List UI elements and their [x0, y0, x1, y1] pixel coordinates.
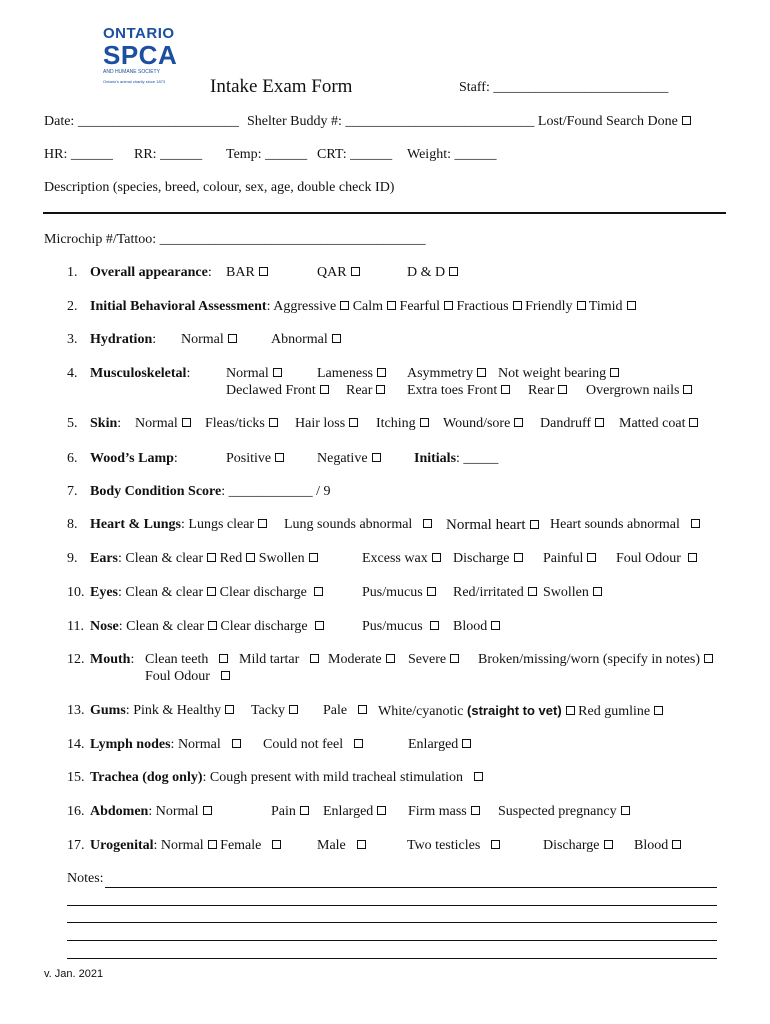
version-footer: v. Jan. 2021	[44, 968, 104, 980]
option-firm-mass[interactable]: Firm mass	[408, 804, 480, 820]
shelter-buddy-field	[247, 114, 691, 130]
option-lameness[interactable]: Lameness	[317, 366, 386, 382]
lymph-nodes-label: Lymph nodes	[90, 737, 171, 752]
option-dandruff[interactable]: Dandruff	[540, 416, 604, 432]
checkbox[interactable]	[228, 334, 237, 343]
shelter-buddy-input[interactable]: ___________________________	[345, 114, 535, 129]
spca-logo	[103, 25, 177, 84]
checkbox[interactable]	[372, 453, 381, 462]
nose-label: Nose	[90, 619, 119, 634]
checkbox[interactable]	[219, 654, 228, 663]
option-lungs-clear[interactable]: Lungs clear	[188, 517, 267, 532]
checkbox[interactable]	[704, 654, 713, 663]
checkbox[interactable]	[491, 840, 500, 849]
option-normal[interactable]: Normal	[226, 366, 282, 382]
option-fearful[interactable]: Fearful	[400, 299, 453, 314]
option-painful[interactable]: Painful	[543, 551, 596, 567]
option-male[interactable]: Male	[317, 838, 366, 854]
behavioral-assessment-row: Initial Behavioral Assessment: Aggressive Calm Fearful Fractious Friendly Timid	[90, 299, 636, 315]
overall-appearance-label: Overall appearance:	[90, 265, 212, 280]
option-bar[interactable]: BAR	[226, 265, 268, 281]
checkbox[interactable]	[444, 301, 453, 310]
checkbox[interactable]	[514, 553, 523, 562]
option-red-irritated[interactable]: Red/irritated	[453, 585, 537, 601]
checkbox[interactable]	[689, 418, 698, 427]
checkbox[interactable]	[528, 587, 537, 596]
staff-field	[459, 80, 668, 96]
checkbox[interactable]	[688, 553, 697, 562]
option-clear-discharge[interactable]: Clear discharge	[220, 585, 324, 600]
checkbox[interactable]	[672, 840, 681, 849]
ears-row: Ears: Clean & clear Red Swollen	[90, 551, 318, 567]
lost-found-label: Lost/Found Search Done	[537, 114, 678, 129]
item-number: 3.	[67, 332, 78, 347]
checkbox[interactable]	[273, 368, 282, 377]
weight-input[interactable]: ______	[454, 147, 497, 162]
option-normal[interactable]: Normal	[181, 332, 237, 348]
lost-found-checkbox[interactable]	[682, 116, 691, 125]
option-wound-sore[interactable]: Wound/sore	[443, 416, 523, 432]
option-swollen[interactable]: Swollen	[259, 551, 318, 566]
checkbox[interactable]	[358, 705, 367, 714]
hr-field	[44, 147, 113, 163]
checkbox[interactable]	[427, 587, 436, 596]
option-broken-missing-worn[interactable]: Broken/missing/worn (specify in notes)	[478, 652, 713, 668]
checkbox[interactable]	[513, 301, 522, 310]
rr-input[interactable]: ______	[160, 147, 203, 162]
hr-label: HR:	[44, 147, 68, 162]
item-number: 2.	[67, 299, 78, 314]
option-pale[interactable]: Pale	[323, 703, 367, 719]
musculoskeletal-label: Musculoskeletal:	[90, 366, 191, 381]
checkbox[interactable]	[691, 519, 700, 528]
option-enlarged[interactable]: Enlarged	[408, 737, 471, 753]
heart-lungs-label: Heart & Lungs	[90, 517, 181, 532]
checkbox[interactable]	[387, 301, 396, 310]
checkbox[interactable]	[377, 806, 386, 815]
option-blood[interactable]: Blood	[453, 619, 500, 635]
checkbox[interactable]	[320, 385, 329, 394]
weight-field	[407, 147, 496, 163]
notes-line-3[interactable]	[67, 922, 717, 923]
rr-field	[134, 147, 202, 163]
body-condition-score-row: Body Condition Score: ____________ / 9	[90, 484, 331, 499]
date-input[interactable]: _______________________	[77, 114, 239, 129]
initials-input[interactable]: _____	[463, 451, 499, 466]
item-number: 1.	[67, 265, 78, 280]
option-blood[interactable]: Blood	[634, 838, 681, 854]
checkbox[interactable]	[604, 840, 613, 849]
checkbox[interactable]	[351, 267, 360, 276]
option-red[interactable]: Red	[220, 551, 256, 566]
description-line[interactable]	[43, 212, 726, 214]
option-hair-loss[interactable]: Hair loss	[295, 416, 358, 432]
checkbox[interactable]	[420, 418, 429, 427]
option-clean-clear[interactable]: Clean & clear	[126, 619, 217, 634]
checkbox[interactable]	[430, 621, 439, 630]
checkbox[interactable]	[259, 267, 268, 276]
checkbox[interactable]	[357, 840, 366, 849]
checkbox[interactable]	[593, 587, 602, 596]
option-could-not-feel[interactable]: Could not feel	[263, 737, 363, 753]
checkbox[interactable]	[377, 368, 386, 377]
trachea-label: Trachea (dog only)	[90, 770, 203, 785]
option-tacky[interactable]: Tacky	[251, 703, 298, 719]
checkbox[interactable]	[477, 368, 486, 377]
urogenital-label: Urogenital	[90, 838, 154, 853]
temp-input[interactable]: ______	[265, 147, 308, 162]
date-row	[44, 114, 239, 130]
checkbox[interactable]	[300, 806, 309, 815]
skin-label: Skin:	[90, 416, 122, 431]
checkbox[interactable]	[610, 368, 619, 377]
checkbox[interactable]	[449, 267, 458, 276]
weight-label: Weight:	[407, 147, 451, 162]
option-d-and-d[interactable]: D & D	[407, 265, 458, 281]
checkbox[interactable]	[208, 621, 217, 630]
checkbox[interactable]	[332, 334, 341, 343]
checkbox[interactable]	[376, 385, 385, 394]
checkbox[interactable]	[340, 301, 349, 310]
checkbox[interactable]	[587, 553, 596, 562]
abdomen-label: Abdomen	[90, 804, 149, 819]
checkbox[interactable]	[225, 705, 234, 714]
option-enlarged[interactable]: Enlarged	[323, 804, 386, 820]
option-pus-mucus[interactable]: Pus/mucus	[362, 619, 439, 635]
gums-row: Gums: Pink & Healthy	[90, 703, 234, 719]
logo-ontario-text: ONTARIO	[103, 25, 175, 42]
option-pain[interactable]: Pain	[271, 804, 309, 820]
crt-input[interactable]: ______	[350, 147, 393, 162]
checkbox[interactable]	[354, 739, 363, 748]
hr-input[interactable]: ______	[70, 147, 113, 162]
option-severe[interactable]: Severe	[408, 652, 459, 668]
gums-label: Gums	[90, 703, 126, 718]
staff-label: Staff:	[459, 80, 490, 95]
option-declawed-rear[interactable]: Rear	[346, 383, 385, 399]
option-red-gumline[interactable]: Red gumline	[578, 704, 663, 719]
checkbox[interactable]	[423, 519, 432, 528]
ears-label: Ears	[90, 551, 118, 566]
checkbox[interactable]	[269, 418, 278, 427]
notes-line-4[interactable]	[67, 940, 717, 941]
checkbox[interactable]	[558, 385, 567, 394]
item-number: 5.	[67, 416, 78, 431]
checkbox[interactable]	[232, 739, 241, 748]
option-pink-healthy[interactable]: Pink & Healthy	[133, 703, 234, 718]
option-discharge[interactable]: Discharge	[453, 551, 523, 567]
option-mild-tartar[interactable]: Mild tartar	[239, 652, 319, 668]
option-cough-present[interactable]: Cough present with mild tracheal stimulation	[210, 770, 483, 785]
option-lung-sounds-abnormal[interactable]: Lung sounds abnormal	[284, 517, 432, 533]
eyes-row: Eyes: Clean & clear Clear discharge	[90, 585, 323, 601]
checkbox[interactable]	[514, 418, 523, 427]
option-pus-mucus[interactable]: Pus/mucus	[362, 585, 436, 601]
urogenital-row: Urogenital: Normal Female	[90, 838, 281, 854]
option-clear-discharge[interactable]: Clear discharge	[220, 619, 324, 634]
hydration-label: Hydration:	[90, 332, 157, 347]
checkbox[interactable]	[621, 806, 630, 815]
option-clean-teeth[interactable]: Clean teeth	[145, 652, 228, 668]
heart-lungs-row: Heart & Lungs: Lungs clear	[90, 517, 267, 533]
option-negative[interactable]: Negative	[317, 451, 381, 467]
item-number: 12.	[67, 652, 85, 667]
checkbox[interactable]	[491, 621, 500, 630]
checkbox[interactable]	[683, 385, 692, 394]
item-number: 9.	[67, 551, 78, 566]
option-extra-toes-front[interactable]: Extra toes Front	[407, 383, 510, 399]
item-number: 10.	[67, 585, 85, 600]
option-heart-sounds-abnormal[interactable]: Heart sounds abnormal	[550, 517, 700, 533]
option-foul-odour[interactable]: Foul Odour	[616, 551, 697, 567]
checkbox[interactable]	[275, 453, 284, 462]
notes-line-2[interactable]	[67, 905, 717, 906]
checkbox[interactable]	[203, 806, 212, 815]
item-number: 14.	[67, 737, 85, 752]
lymph-nodes-row: Lymph nodes: Normal	[90, 737, 241, 753]
woods-lamp-label: Wood’s Lamp:	[90, 451, 178, 466]
body-condition-score-suffix: / 9	[316, 484, 331, 499]
option-suspected-pregnancy[interactable]: Suspected pregnancy	[498, 804, 630, 820]
option-fleas-ticks[interactable]: Fleas/ticks	[205, 416, 278, 432]
checkbox[interactable]	[474, 772, 483, 781]
checkbox[interactable]	[182, 418, 191, 427]
option-not-weight-bearing[interactable]: Not weight bearing	[498, 366, 619, 382]
checkbox[interactable]	[310, 654, 319, 663]
body-condition-score-label: Body Condition Score	[90, 484, 222, 499]
crt-label: CRT:	[317, 147, 347, 162]
checkbox[interactable]	[627, 301, 636, 310]
option-normal[interactable]: Normal	[135, 416, 191, 432]
temp-field	[226, 147, 307, 163]
option-normal[interactable]: Normal	[178, 737, 241, 752]
checkbox[interactable]	[272, 840, 281, 849]
checkbox[interactable]	[349, 418, 358, 427]
initials-label: Initials	[414, 451, 457, 466]
date-label: Date:	[44, 114, 75, 129]
checkbox[interactable]	[314, 587, 323, 596]
checkbox[interactable]	[530, 520, 539, 529]
description-label: Description (species, breed, colour, sex, age, double check ID)	[44, 180, 395, 195]
microchip-input[interactable]: ______________________________________	[159, 232, 426, 247]
trachea-row: Trachea (dog only): Cough present with mild tracheal stimulation	[90, 770, 483, 786]
item-number: 7.	[67, 484, 78, 499]
checkbox[interactable]	[654, 706, 663, 715]
item-number: 15.	[67, 770, 85, 785]
item-number: 17.	[67, 838, 85, 853]
checkbox[interactable]	[207, 553, 216, 562]
option-timid[interactable]: Timid	[589, 299, 636, 314]
option-discharge[interactable]: Discharge	[543, 838, 613, 854]
checkbox[interactable]	[258, 519, 267, 528]
option-declawed-front[interactable]: Declawed Front	[226, 383, 329, 399]
eyes-label: Eyes	[90, 585, 118, 600]
checkbox[interactable]	[208, 840, 217, 849]
option-overgrown-nails[interactable]: Overgrown nails	[586, 383, 692, 399]
staff-input[interactable]: _________________________	[493, 80, 669, 95]
checkbox[interactable]	[577, 301, 586, 310]
option-clean-clear[interactable]: Clean & clear	[125, 551, 216, 566]
item-number: 8.	[67, 517, 78, 532]
logo-spca-text: SPCA	[103, 40, 178, 70]
checkbox[interactable]	[432, 553, 441, 562]
form-title: Intake Exam Form	[210, 76, 353, 97]
item-number: 11.	[67, 619, 84, 634]
rr-label: RR:	[134, 147, 157, 162]
checkbox[interactable]	[309, 553, 318, 562]
abdomen-row: Abdomen: Normal	[90, 804, 212, 820]
option-matted-coat[interactable]: Matted coat	[619, 416, 698, 432]
checkbox[interactable]	[566, 706, 575, 715]
checkbox[interactable]	[595, 418, 604, 427]
shelter-buddy-label: Shelter Buddy #:	[247, 114, 342, 129]
item-number: 6.	[67, 451, 78, 466]
option-friendly[interactable]: Friendly	[525, 299, 585, 314]
option-excess-wax[interactable]: Excess wax	[362, 551, 441, 567]
option-moderate[interactable]: Moderate	[328, 652, 395, 668]
nose-row: Nose: Clean & clear Clear discharge	[90, 619, 324, 635]
checkbox[interactable]	[315, 621, 324, 630]
microchip-field	[44, 232, 426, 248]
option-normal[interactable]: Normal	[156, 804, 212, 819]
option-clean-clear[interactable]: Clean & clear	[125, 585, 216, 600]
option-normal-heart[interactable]: Normal heart	[446, 517, 539, 534]
body-condition-score-input[interactable]: ____________	[228, 484, 313, 499]
option-calm[interactable]: Calm	[353, 299, 396, 314]
option-itching[interactable]: Itching	[376, 416, 429, 432]
option-abnormal[interactable]: Abnormal	[271, 332, 341, 348]
logo-humane-text: AND HUMANE SOCIETY	[103, 69, 160, 75]
checkbox[interactable]	[221, 671, 230, 680]
checkbox[interactable]	[289, 705, 298, 714]
crt-field	[317, 147, 392, 163]
option-qar[interactable]: QAR	[317, 265, 360, 281]
option-normal[interactable]: Normal	[161, 838, 217, 853]
mouth-label: Mouth:	[90, 652, 135, 667]
notes-line-1[interactable]	[105, 887, 717, 888]
item-number: 13.	[67, 703, 85, 718]
checkbox[interactable]	[207, 587, 216, 596]
option-asymmetry[interactable]: Asymmetry	[407, 366, 486, 382]
checkbox[interactable]	[501, 385, 510, 394]
behavioral-assessment-label: Initial Behavioral Assessment	[90, 299, 267, 314]
option-extra-toes-rear[interactable]: Rear	[528, 383, 567, 399]
microchip-label: Microchip #/Tattoo:	[44, 232, 157, 247]
option-foul-odour[interactable]: Foul Odour	[145, 669, 230, 685]
option-swollen[interactable]: Swollen	[543, 585, 602, 601]
checkbox[interactable]	[450, 654, 459, 663]
option-aggressive[interactable]: Aggressive	[273, 299, 349, 314]
item-number: 16.	[67, 804, 85, 819]
initials-field: Initials: _____	[414, 451, 499, 466]
checkbox[interactable]	[462, 739, 471, 748]
checkbox[interactable]	[246, 553, 255, 562]
notes-line-5[interactable]	[67, 958, 717, 959]
straight-to-vet-note: (straight to vet)	[467, 703, 562, 718]
option-positive[interactable]: Positive	[226, 451, 284, 467]
item-number: 4.	[67, 366, 78, 381]
option-white-cyanotic[interactable]: White/cyanotic (straight to vet) Red gumline	[378, 703, 663, 720]
option-two-testicles[interactable]: Two testicles	[407, 838, 500, 854]
checkbox[interactable]	[386, 654, 395, 663]
checkbox[interactable]	[471, 806, 480, 815]
temp-label: Temp:	[226, 147, 262, 162]
option-fractious[interactable]: Fractious	[456, 299, 521, 314]
logo-tagline: Ontario's animal charity since 1873	[103, 79, 166, 84]
option-female[interactable]: Female	[220, 838, 281, 853]
notes-label: Notes:	[67, 871, 104, 886]
